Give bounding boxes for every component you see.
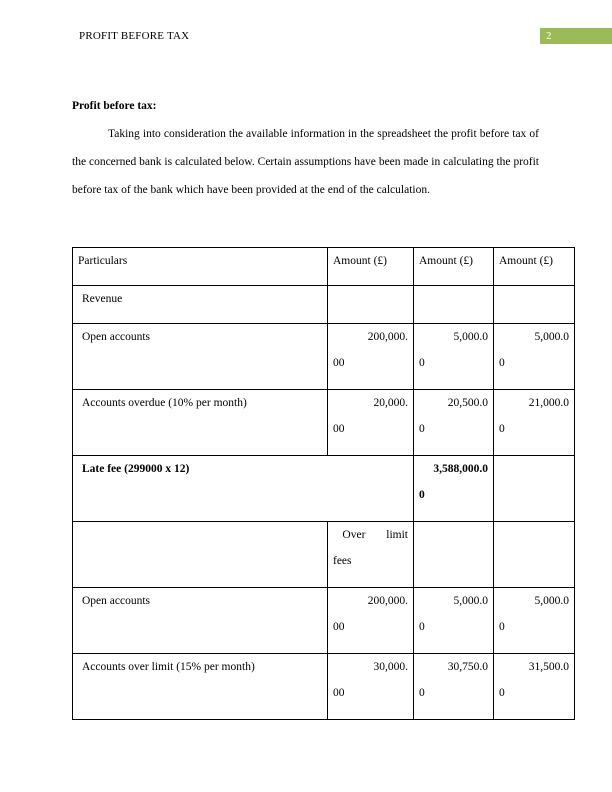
page-header: [0, 28, 612, 44]
cell-value: 5,000.0: [534, 331, 569, 343]
cell-value: 5,000.0: [534, 595, 569, 607]
cell-value: 31,500.0: [528, 661, 569, 673]
page-number-badge: [540, 28, 612, 44]
row-label: Open accounts: [82, 331, 151, 343]
running-head: PROFIT BEFORE TAX: [79, 30, 190, 42]
table-row: Open accounts 200,000. 00 5,000.0 0 5,000.0 0: [73, 324, 575, 390]
table-row: [73, 286, 575, 324]
cell-value: 5,000.0: [453, 331, 488, 343]
header-cell: Amount (£): [328, 248, 414, 286]
cell-value: 200,000.: [367, 331, 408, 343]
table-row: Accounts over limit (15% per month) 30,000. 00 30,750.0 0 31,500.0 0: [73, 654, 575, 720]
header-cell: Particulars: [73, 248, 328, 286]
row-label: Accounts overdue (10% per month): [82, 397, 247, 409]
row-label: Open accounts: [82, 595, 151, 607]
page-number: 2: [546, 30, 552, 42]
cell-value: 30,750.0: [447, 661, 488, 673]
table-row: Open accounts 200,000. 00 5,000.0 0 5,000.0 0: [73, 588, 575, 654]
table-header-row: [73, 248, 575, 286]
header-cell: Amount (£): [494, 248, 575, 286]
table-row: Over limit fees: [73, 522, 575, 588]
revenue-label: Revenue: [73, 286, 328, 324]
intro-paragraph: Taking into consideration the available information in the spreadsheet the profit before tax of the concerned bank is calculated below. Certain assumptions have been made in calculating the profit before tax of the bank which have been provided at the end of the calculation.: [72, 128, 539, 196]
cell-value: 3,588,000.0: [433, 463, 488, 475]
table-row: Late fee (299000 x 12) 3,588,000.0 0: [73, 456, 575, 522]
cell-value: 20,500.0: [447, 397, 488, 409]
profit-table: [72, 247, 575, 720]
row-label: Accounts over limit (15% per month): [82, 661, 255, 673]
cell-value: 30,000.: [373, 661, 408, 673]
cell-value: 200,000.: [367, 595, 408, 607]
section-heading: Profit before tax:: [72, 100, 157, 112]
table-row: Accounts overdue (10% per month) 20,000. 00 20,500.0 0 21,000.0 0: [73, 390, 575, 456]
header-cell: Amount (£): [414, 248, 494, 286]
row-label: Over limit: [342, 529, 408, 541]
row-label: Late fee (299000 x 12): [82, 463, 190, 475]
cell-value: 5,000.0: [453, 595, 488, 607]
cell-value: 21,000.0: [528, 397, 569, 409]
cell-value: 20,000.: [373, 397, 408, 409]
